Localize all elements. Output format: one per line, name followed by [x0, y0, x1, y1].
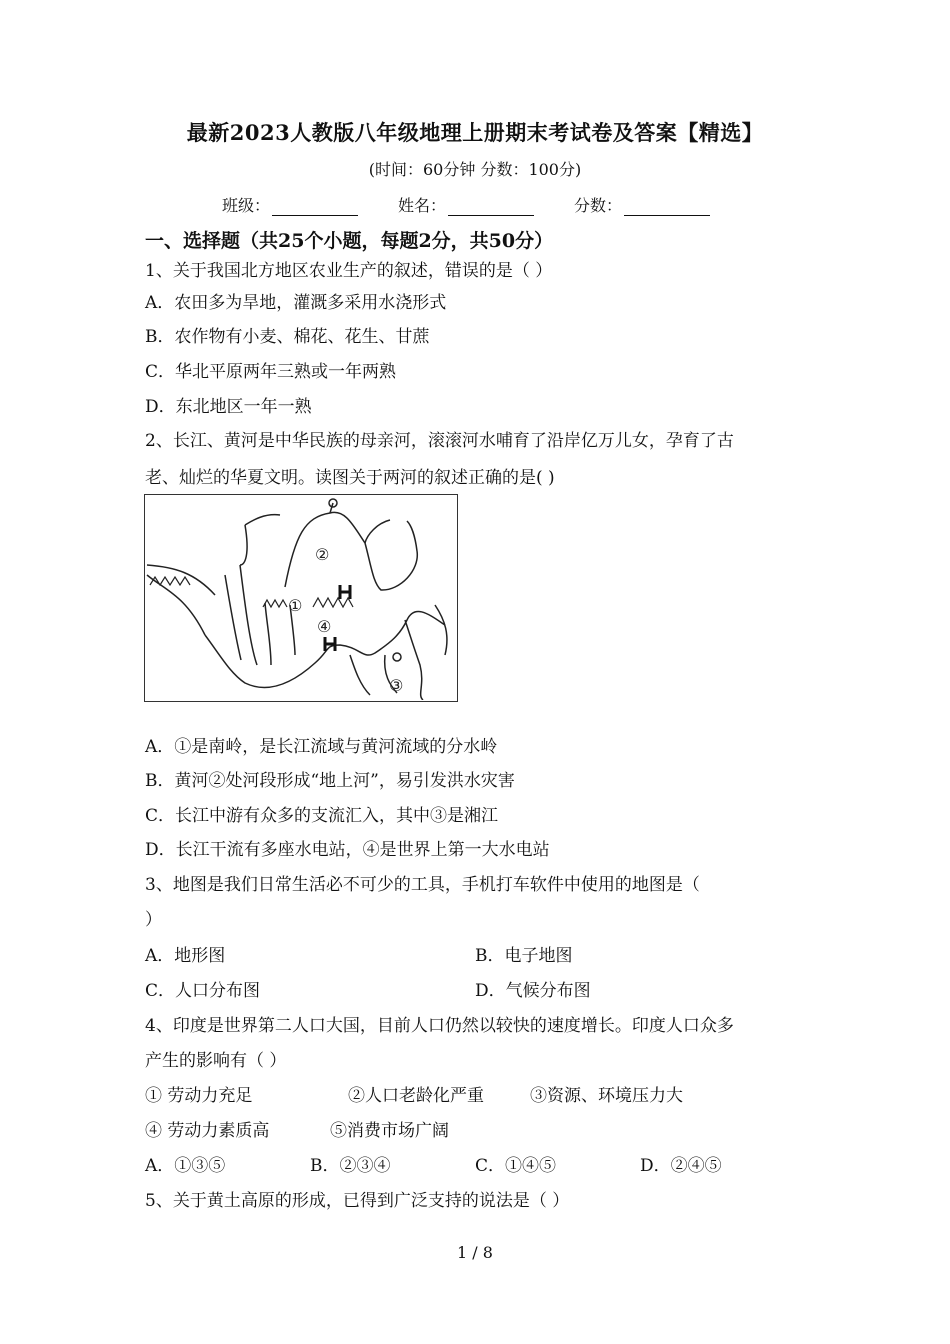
map-label-3: ③	[389, 676, 404, 695]
page-title: 最新2023人教版八年级地理上册期末考试卷及答案【精选】	[186, 120, 764, 145]
q3-option-d[interactable]: D．气候分布图	[475, 981, 591, 1001]
name-label: 姓名：	[398, 196, 447, 215]
q2-option-a[interactable]: A．①是南岭，是长江流域与黄河流域的分水岭	[145, 737, 498, 757]
student-info-row	[222, 193, 750, 216]
map-label-4: ④	[317, 617, 332, 636]
q4-stem-line2: 产生的影响有（ ）	[145, 1051, 287, 1071]
q4-item-4: ④ 劳动力素质高	[145, 1121, 270, 1141]
q1-option-c[interactable]: C．华北平原两年三熟或一年两熟	[145, 362, 397, 382]
class-blank[interactable]	[272, 197, 358, 216]
q2-stem-line1: 2、长江、黄河是中华民族的母亲河，滚滚河水哺育了沿岸亿万儿女，孕育了古	[145, 431, 734, 451]
q2-option-b[interactable]: B．黄河②处河段形成“地上河”，易引发洪水灾害	[145, 771, 515, 791]
q2-option-d[interactable]: D．长江干流有多座水电站，④是世界上第一大水电站	[145, 840, 550, 860]
section-heading: 一、选择题（共25个小题，每题2分，共50分）	[145, 230, 554, 252]
q3-option-c[interactable]: C．人口分布图	[145, 981, 261, 1001]
score-label: 分数：	[574, 196, 623, 215]
map-label-1: ①	[288, 596, 303, 615]
score-field	[574, 193, 710, 216]
q4-stem-line1: 4、印度是世界第二人口大国，目前人口仍然以较快的速度增长。印度人口众多	[145, 1016, 734, 1036]
score-blank[interactable]	[624, 197, 710, 216]
q4-option-b[interactable]: B．②③④	[310, 1156, 391, 1176]
q3-stem-line2: ）	[145, 910, 162, 930]
exam-time-score: (时间：60分钟 分数：100分)	[368, 160, 582, 179]
q1-option-b[interactable]: B．农作物有小麦、棉花、花生、甘蔗	[145, 327, 430, 347]
q1-stem: 1、关于我国北方地区农业生产的叙述，错误的是（ ）	[145, 261, 553, 281]
q4-option-c[interactable]: C．①④⑤	[475, 1156, 557, 1176]
name-blank[interactable]	[448, 197, 534, 216]
q2-option-c[interactable]: C．长江中游有众多的支流汇入，其中③是湘江	[145, 806, 499, 826]
page-number: 1 / 8	[457, 1243, 493, 1262]
q1-option-d[interactable]: D．东北地区一年一熟	[145, 397, 312, 417]
q4-item-2: ②人口老龄化严重	[348, 1086, 484, 1106]
q1-option-a[interactable]: A．农田多为旱地，灌溉多采用水浇形式	[145, 293, 447, 313]
q4-option-d[interactable]: D．②④⑤	[640, 1156, 722, 1176]
q3-stem-line1: 3、地图是我们日常生活必不可少的工具，手机打车软件中使用的地图是（	[145, 875, 700, 895]
class-label: 班级：	[222, 196, 271, 215]
q3-option-a[interactable]: A．地形图	[145, 946, 226, 966]
q4-option-a[interactable]: A．①③⑤	[145, 1156, 226, 1176]
q5-stem: 5、关于黄土高原的形成，已得到广泛支持的说法是（ ）	[145, 1191, 570, 1211]
q4-item-1: ① 劳动力充足	[145, 1086, 253, 1106]
q4-item-5: ⑤消费市场广阔	[330, 1121, 449, 1141]
q4-item-3: ③资源、环境压力大	[530, 1086, 683, 1106]
map-label-2: ②	[315, 545, 330, 564]
rivers-map	[144, 494, 458, 702]
q3-option-b[interactable]: B．电子地图	[475, 946, 573, 966]
q2-stem-line2: 老、灿烂的华夏文明。读图关于两河的叙述正确的是( )	[145, 468, 555, 488]
rivers-map-drawing	[145, 495, 456, 700]
name-field	[398, 193, 534, 216]
class-field	[222, 193, 358, 216]
